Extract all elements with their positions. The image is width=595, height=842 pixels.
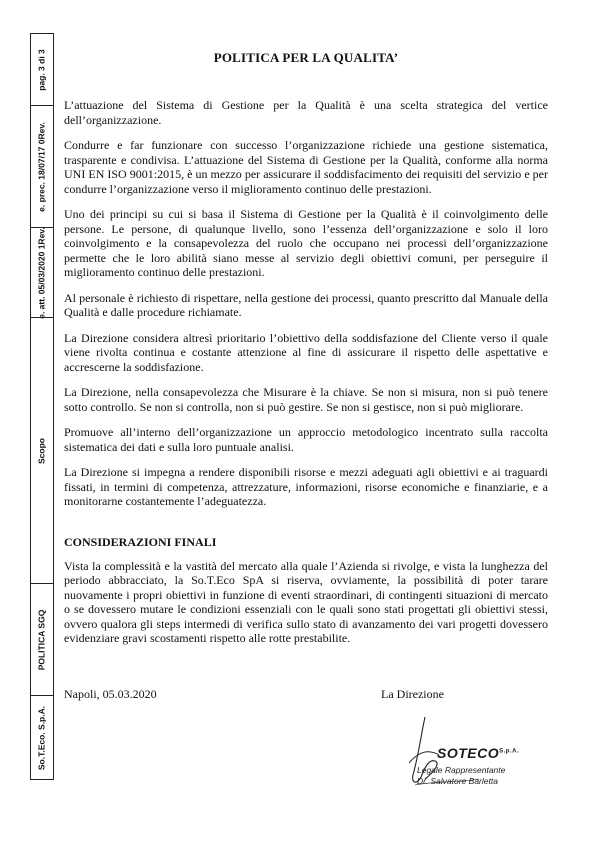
paragraph-7: Promuove all’interno dell’organizzazione un approccio metodologico incentrato sulla raccolta sistematica dei dati e sulla loro puntuale analisi. — [64, 425, 548, 454]
stamp-person: Dr. Salvatore Barletta — [417, 776, 498, 786]
final-paragraph: Vista la complessità e la vastità del mercato alla quale l’Azienda si rivolge, e vista la lunghezza del periodo abbracciato, la So.T.Eco SpA si riserva, ovviamente, la possibilità di poter tarare nuovamente i propri obiettivi in funzione di eventi straordinari, di contingenti situazioni di mercato o se dovessero mutare le condizioni essenziali con le quali sono stati progettati gli obiettivi stessi, ovvero qualora gli steps intermedi di verifica sullo stato di avanzamento dei vari progetti dovessero evidenziare gravi scostamenti rispetto alle rotte prestabilite. — [64, 558, 548, 645]
previous-edition: e. prec. 18/07/17 0Rev. — [36, 121, 47, 212]
place-date: Napoli, 05.03.2020 — [64, 687, 157, 701]
stamp-logo — [437, 745, 519, 761]
scope-cell — [31, 318, 53, 584]
page-number-cell — [31, 34, 53, 106]
scope-label: Scopo — [36, 437, 47, 464]
paragraph-8: La Direzione si impegna a rendere disponibili risorse e mezzi adeguati agli obiettivi e ai traguardi fissati, in termini di competenza, attrezzature, informazioni, risorse economiche e finanziarie, e a monitorarne costantemente l’adeguatezza. — [64, 465, 548, 508]
section-title-final: CONSIDERAZIONI FINALI — [64, 534, 217, 549]
stamp-role: Legale Rappresentante — [417, 765, 506, 775]
paragraph-3: Uno dei principi su cui si basa il Sistema di Gestione per la Qualità è il coinvolgimento delle persone. Le persone, di qualunque livello, sono l’essenza dell’organizzazione e solo il loro coinvolgimento e la consapevolezza del ruolo che occupano nei processi dell’organizzazione permette che le loro abilità siano messe al servizio degli obiettivi comuni, per perseguire il miglioramento continuo delle prestazioni. — [64, 207, 548, 279]
paragraph-2: Condurre e far funzionare con successo l’organizzazione richiede una gestione sistematica, trasparente e condivisa. L’attuazione del Sistema di Gestione per la Qualità, conforme alla norma UNI EN ISO 9001:2015, è un mezzo per assicurare il soddisfacimento dei requisiti del servizio e per condurre l’organizzazione verso il miglioramento continuo delle prestazioni. — [64, 138, 548, 196]
current-edition: e. att. 05/03/2020 1Rev. — [36, 226, 47, 319]
document-title: POLITICA PER LA QUALITA’ — [213, 50, 399, 65]
document-header-strip — [30, 33, 54, 780]
current-edition-cell — [31, 228, 53, 318]
company-cell — [31, 696, 53, 779]
document-body — [64, 50, 548, 657]
company-stamp — [395, 715, 545, 795]
company-name: So.T.Eco. S.p.A. — [36, 705, 47, 770]
paragraph-4: Al personale è richiesto di rispettare, nella gestione dei processi, quanto prescritto dal Manuale della Qualità e dalle procedure richiamate. — [64, 290, 548, 319]
document-name: POLITICA SGQ — [36, 609, 47, 670]
paragraph-1: L’attuazione del Sistema di Gestione per la Qualità è una scelta strategica del vertice dell’organizzazione. — [64, 98, 548, 127]
signatory-label: La Direzione — [381, 687, 444, 701]
previous-edition-cell — [31, 106, 53, 228]
stamp-logo-suffix: S.p.A. — [499, 748, 520, 755]
paragraph-5: La Direzione considera altresì prioritario l’obiettivo della soddisfazione del Cliente verso il quale viene rivolta continua e costante attenzione al fine di assicurare il rispetto delle aspettative e accrescerne la soddisfazione. — [64, 330, 548, 374]
stamp-logo-text: SOTECO — [437, 745, 500, 761]
page-number: pag. 3 di 3 — [36, 48, 47, 91]
paragraph-6: La Direzione, nella consapevolezza che Misurare è la chiave. Se non si misura, non si può tenere sotto controllo. Se non si controlla, non si può gestire. Se non si gestisce, non si può migliorare. — [64, 385, 548, 414]
document-name-cell — [31, 584, 53, 696]
